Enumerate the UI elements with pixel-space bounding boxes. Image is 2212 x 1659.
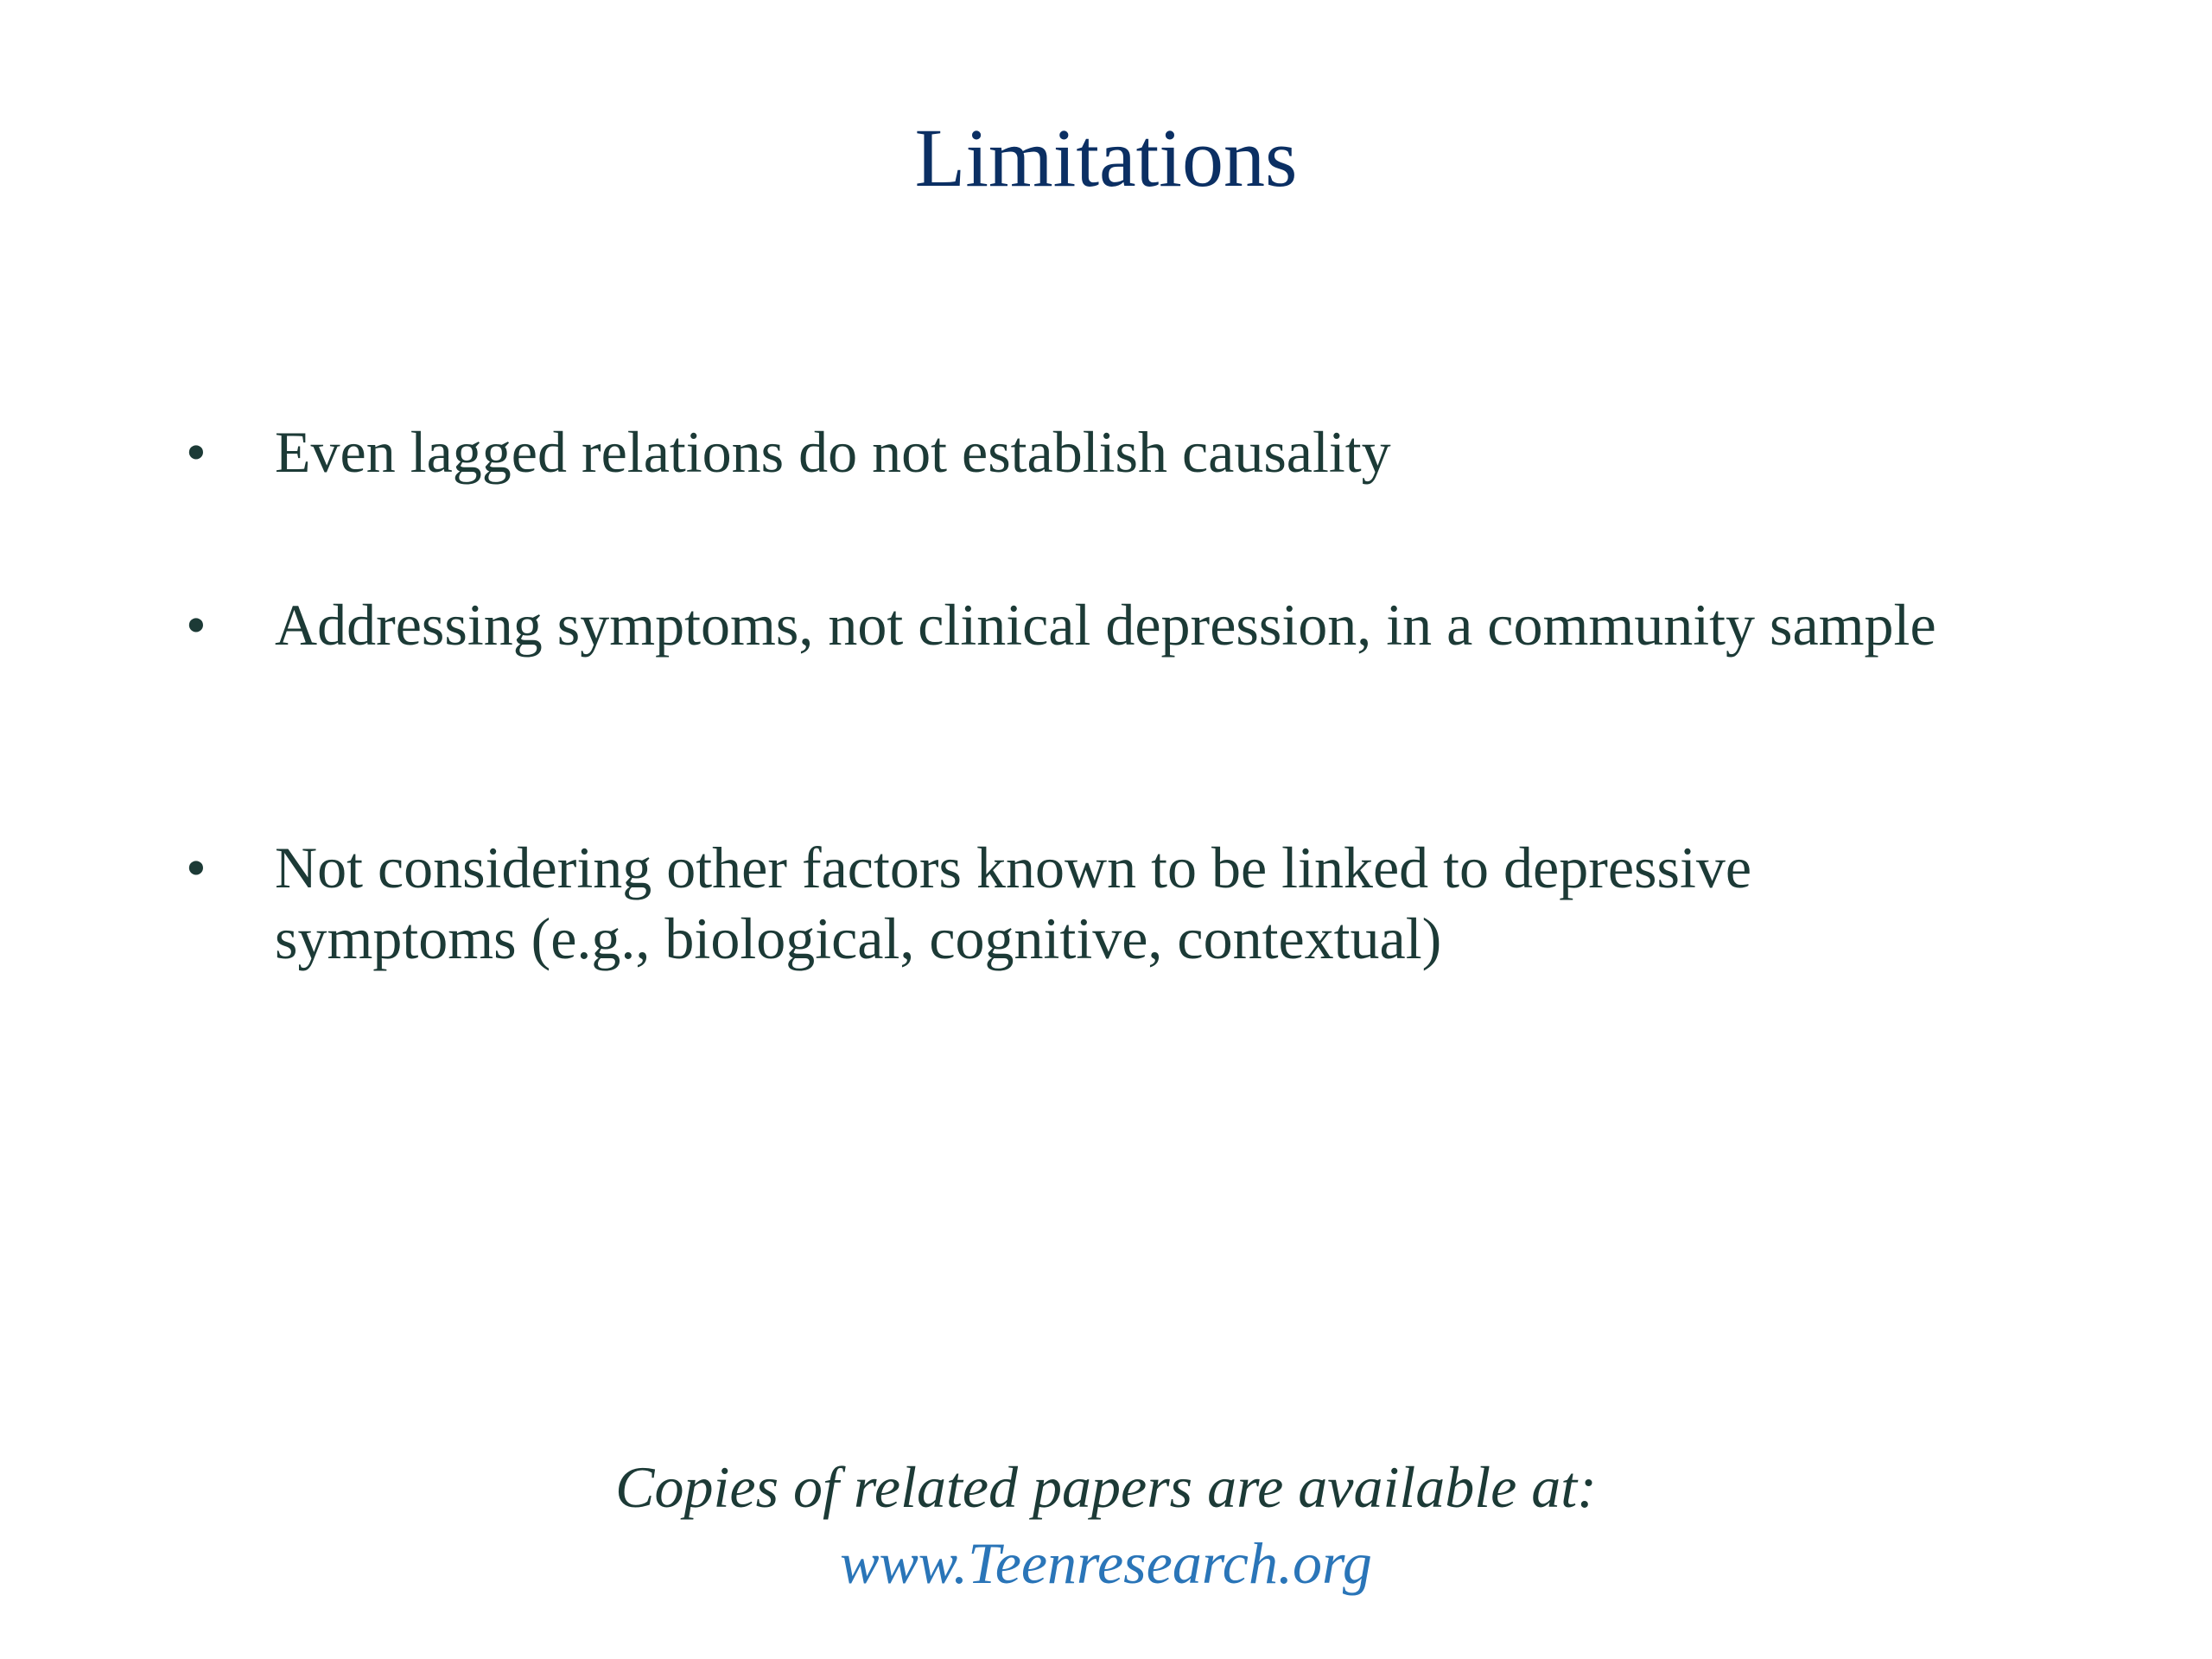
bullet-marker: • [186,419,207,485]
website-link[interactable]: www.Teenresearch.org [840,1530,1372,1596]
slide-title: Limitations [914,111,1298,204]
bullet-text: Addressing symptoms, not clinical depression, in a community sample [275,592,1936,658]
bullet-text: Not considering other factors known to be linked to depressive symptoms (e.g., biological, cognitive, contextual) [275,835,1752,971]
footer-note: Copies of related papers are available at: [615,1454,1597,1520]
bullet-marker: • [186,592,207,658]
bullet-marker: • [186,835,207,900]
bullet-text: Even lagged relations do not establish causality [275,419,1391,485]
